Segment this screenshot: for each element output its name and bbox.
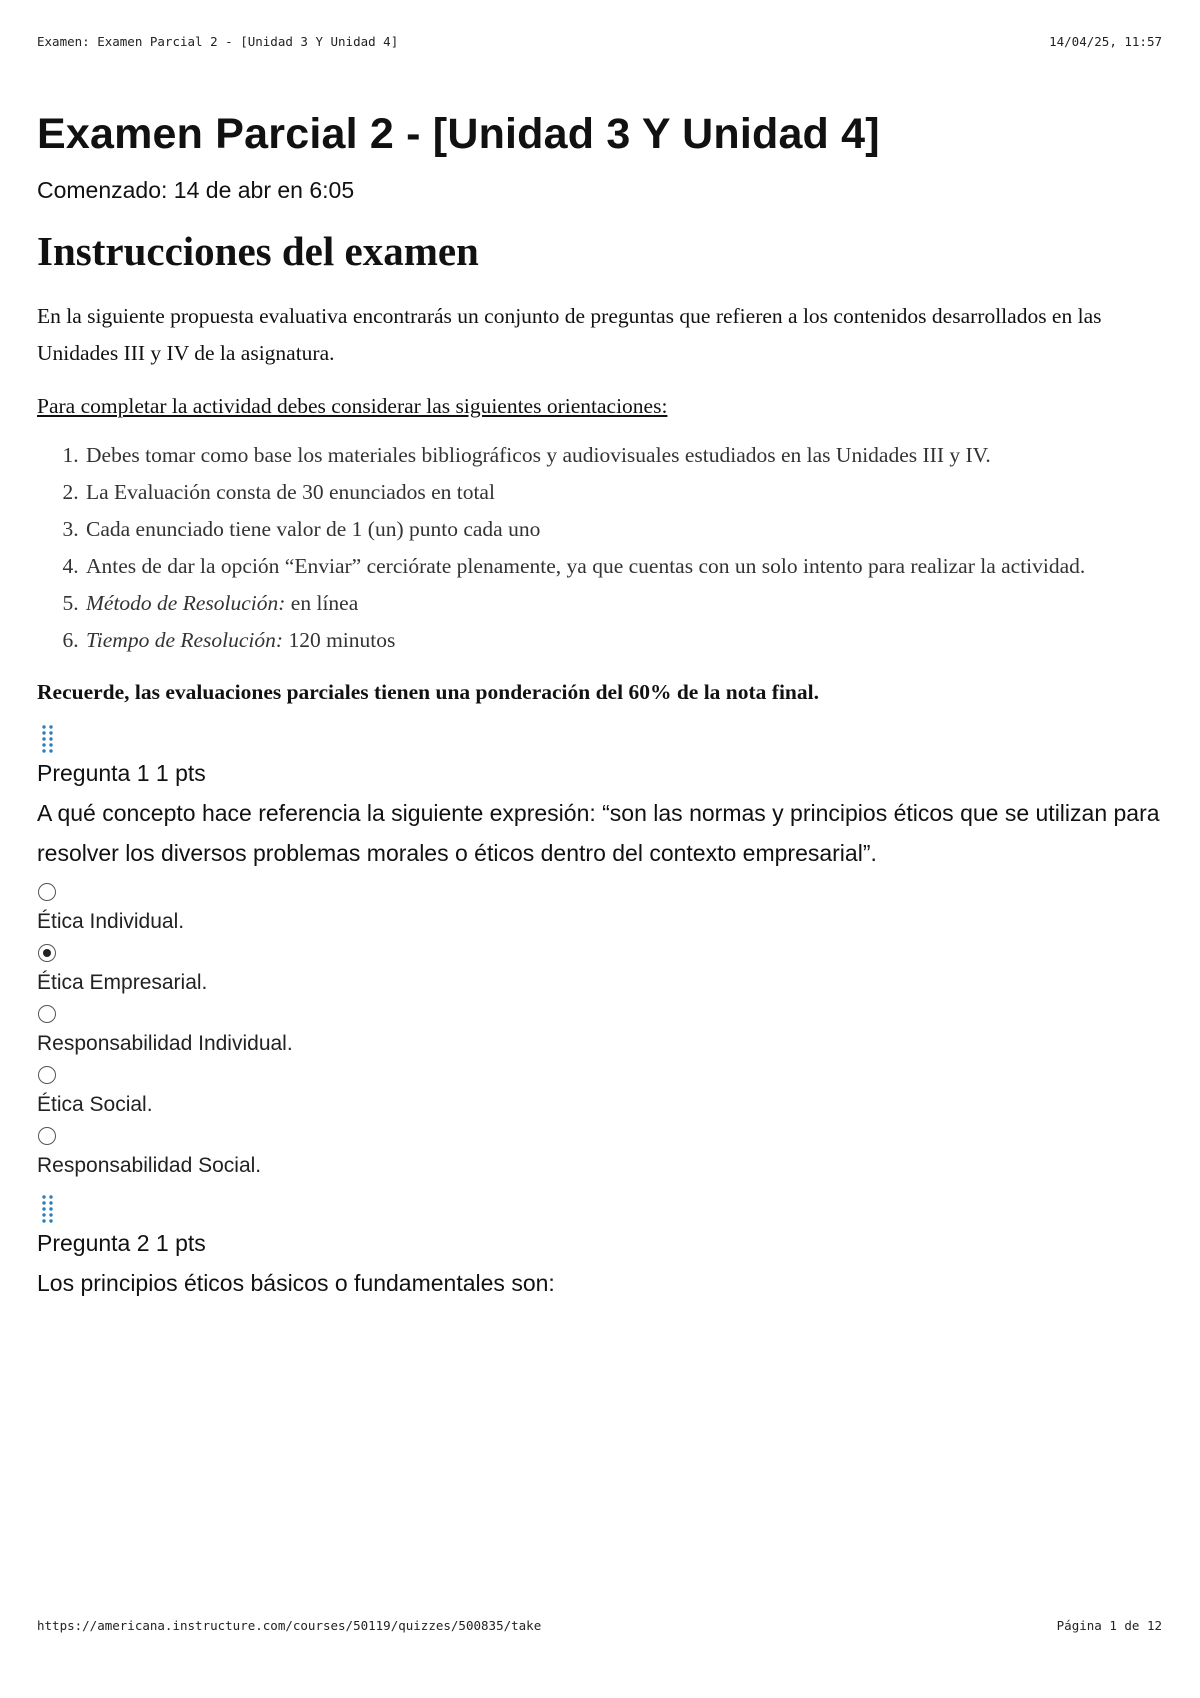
question-2 — [37, 1193, 1163, 1303]
radio-button[interactable] — [38, 1066, 56, 1084]
quiz-content — [37, 100, 1163, 1303]
rule-item: 3. Cada enunciado tiene valor de 1 (un) punto cada uno — [84, 511, 1163, 548]
method-label: Método de Resolución: — [86, 591, 286, 615]
orientations-heading: Para completar la actividad debes considerar las siguientes orientaciones: — [37, 394, 668, 418]
radio-button[interactable] — [38, 1127, 56, 1145]
print-header-timestamp: 14/04/25, 11:57 — [1049, 34, 1162, 49]
exam-title: Examen Parcial 2 - [Unidad 3 Y Unidad 4] — [37, 110, 880, 158]
time-label: Tiempo de Resolución: — [86, 628, 284, 652]
method-value: en línea — [285, 591, 359, 615]
radio-button[interactable] — [38, 1005, 56, 1023]
answer-label[interactable]: Ética Empresarial. — [37, 971, 208, 994]
answer-option[interactable] — [37, 883, 1163, 937]
question-header: Pregunta 2 1 pts — [37, 1230, 206, 1256]
radio-button-selected[interactable] — [38, 944, 56, 962]
answer-options — [37, 883, 1163, 1181]
rules-list — [37, 437, 1163, 659]
drag-handle-icon[interactable] — [37, 723, 59, 755]
answer-label[interactable]: Ética Individual. — [37, 910, 185, 933]
answer-label[interactable]: Ética Social. — [37, 1093, 153, 1116]
answer-option[interactable] — [37, 1005, 1163, 1059]
instructions-heading: Instrucciones del examen — [37, 228, 479, 274]
answer-label[interactable]: Responsabilidad Social. — [37, 1154, 262, 1177]
answer-label[interactable]: Responsabilidad Individual. — [37, 1032, 293, 1055]
drag-handle-icon[interactable] — [37, 1193, 59, 1225]
print-footer — [37, 1618, 1162, 1633]
page-url: https://americana.instructure.com/courses/50119/quizzes/500835/take — [37, 1618, 542, 1633]
page-number: Página 1 de 12 — [1056, 1618, 1162, 1633]
answer-option-selected[interactable] — [37, 944, 1163, 998]
rule-item: 4. Antes de dar la opción “Enviar” cerciórate plenamente, ya que cuentas con un solo intento para realizar la actividad. — [84, 548, 1163, 585]
answer-option[interactable] — [37, 1127, 1163, 1181]
answer-option[interactable] — [37, 1066, 1163, 1120]
weighting-reminder: Recuerde, las evaluaciones parciales tienen una ponderación del 60% de la nota final. — [37, 680, 819, 704]
print-header-title: Examen: Examen Parcial 2 - [Unidad 3 Y Unidad 4] — [37, 34, 399, 49]
question-header: Pregunta 1 1 pts — [37, 760, 206, 786]
rule-item: 1. Debes tomar como base los materiales bibliográficos y audiovisuales estudiados en las Unidades III y IV. — [84, 437, 1163, 474]
rule-item-method — [84, 585, 1163, 622]
question-text: Los principios éticos básicos o fundamentales son: — [37, 1270, 555, 1296]
radio-button[interactable] — [38, 883, 56, 901]
instructions-intro: En la siguiente propuesta evaluativa encontrarás un conjunto de preguntas que refieren a los contenidos desarrollados en las Unidades III y IV de la asignatura. — [37, 304, 1102, 365]
question-text: A qué concepto hace referencia la siguiente expresión: “son las normas y principios éticos que se utilizan para resolver los diversos problemas morales o éticos dentro del contexto empresarial”. — [37, 800, 1160, 866]
rule-item: 2. La Evaluación consta de 30 enunciados en total — [84, 474, 1163, 511]
time-value: 120 minutos — [283, 628, 396, 652]
rule-item-time — [84, 622, 1163, 659]
print-header — [37, 34, 1162, 49]
question-1 — [37, 723, 1163, 1181]
started-timestamp: Comenzado: 14 de abr en 6:05 — [37, 177, 355, 203]
